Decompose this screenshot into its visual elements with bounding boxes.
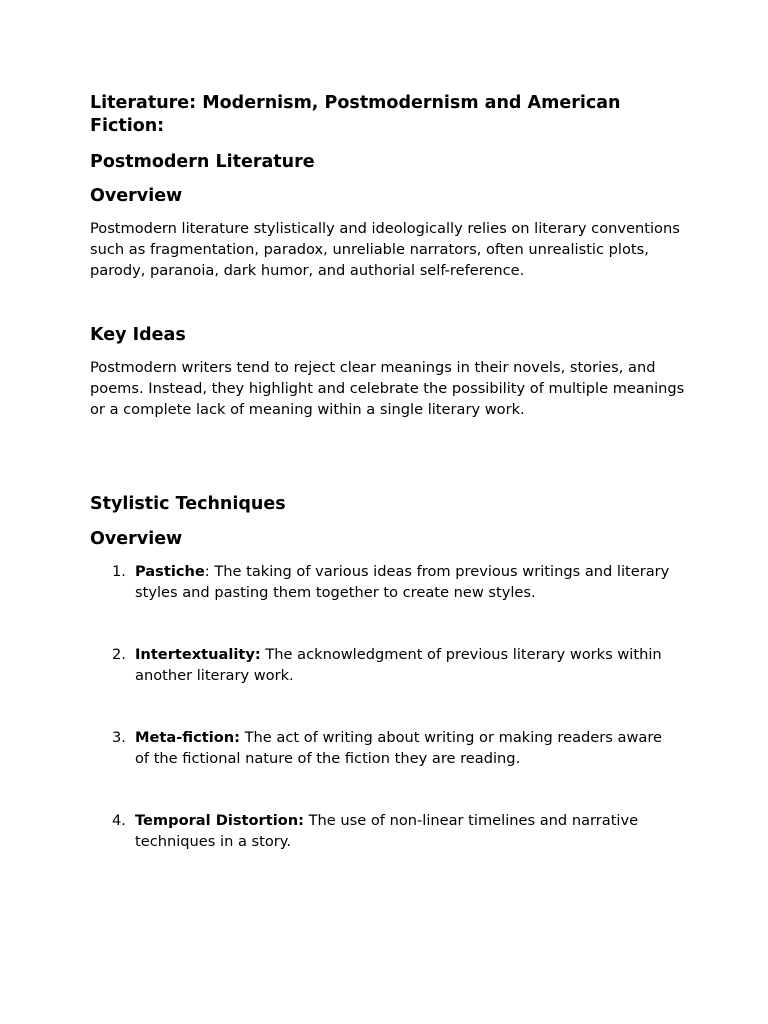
list-item-body xyxy=(135,728,675,770)
list-item-text: The act of writing about writing or making readers aware of the fictional nature of the fiction they are reading. xyxy=(135,729,662,767)
section-heading-stylistic-techniques: Stylistic Techniques xyxy=(90,494,286,514)
list-item-number: 1. xyxy=(112,563,126,580)
key-ideas-paragraph: Postmodern writers tend to reject clear meanings in their novels, stories, and poems. Instead, they highlight and celebrate the possibility of multiple meanings or a complete lack of meaning within a single literary work. xyxy=(90,359,685,418)
overview-heading: Overview xyxy=(90,186,183,206)
list-item-term: Temporal Distortion: xyxy=(135,812,304,829)
list-item-number: 2. xyxy=(112,646,126,663)
list-item-term: Meta-fiction: xyxy=(135,729,240,746)
list-item-body xyxy=(135,645,675,687)
techniques-overview-heading: Overview xyxy=(90,529,183,549)
list-item-text: The acknowledgment of previous literary works within another literary work. xyxy=(135,646,662,684)
list-item-number: 4. xyxy=(112,812,126,829)
list-item-body xyxy=(135,562,675,604)
key-ideas-heading: Key Ideas xyxy=(90,325,186,345)
section-heading-postmodern-literature: Postmodern Literature xyxy=(90,152,315,172)
list-item-term: Intertextuality: xyxy=(135,646,261,663)
list-item-text: The use of non-linear timelines and narrative techniques in a story. xyxy=(135,812,639,850)
document-title: Literature: Modernism, Postmodernism and American Fiction: xyxy=(90,93,621,136)
list-item-number: 3. xyxy=(112,729,126,746)
list-item-term: Pastiche xyxy=(135,563,205,580)
list-item-body xyxy=(135,811,675,853)
overview-paragraph: Postmodern literature stylistically and ideologically relies on literary conventions such as fragmentation, paradox, unreliable narrators, often unrealistic plots, parody, paranoia, dark humor, and authorial self-reference. xyxy=(90,220,680,279)
list-item-text: : The taking of various ideas from previous writings and literary styles and pasting them together to create new styles. xyxy=(135,563,670,601)
